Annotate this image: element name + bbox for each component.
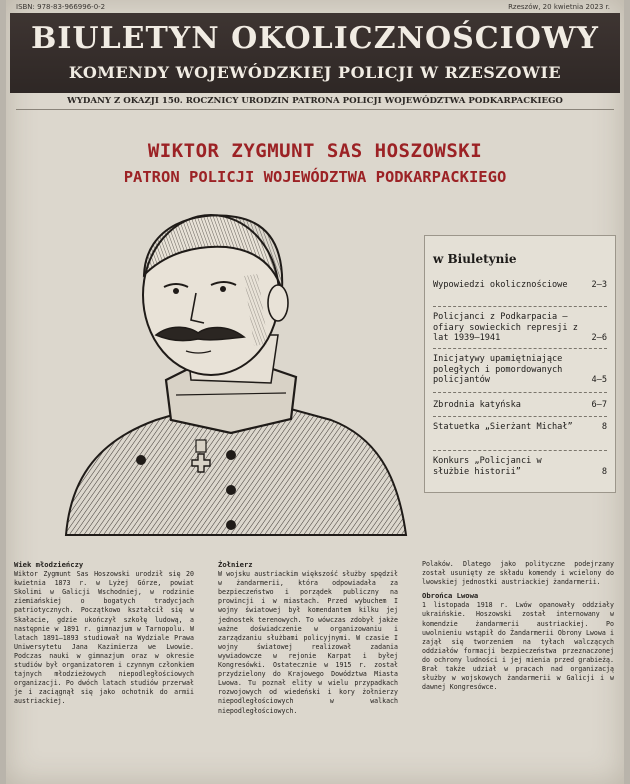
contents-item[interactable]: [433, 312, 607, 344]
contents-item-pages: 8: [601, 466, 607, 477]
contents-item-pages: 2–3: [591, 280, 607, 290]
contents-divider: [433, 306, 607, 307]
masthead-banner: [10, 13, 620, 93]
article-column-3: [422, 560, 614, 784]
contents-item-text: Wypowiedzi okolicznościowe: [433, 280, 568, 290]
contents-item-pages: 4–5: [591, 375, 607, 385]
publication-date: Rzeszów, 20 kwietnia 2023 r.: [508, 3, 610, 11]
column-heading: Obrońca Lwowa: [422, 591, 479, 601]
contents-item[interactable]: [433, 400, 607, 411]
column-heading: Żołnierz: [218, 560, 253, 569]
top-info-line: [6, 0, 624, 14]
bulletin-title: BIULETYN OKOLICZNOŚCIOWY: [31, 21, 599, 56]
column-paragraph: Polaków. Dlatego jako polityczne podejrzany został usunięty ze składu komendy i wcielony do lwowskiej jednostki austriackiej żandarmerii.: [422, 560, 614, 587]
contents-item[interactable]: [433, 456, 607, 477]
isbn-number: ISBN: 978-83-966996-0-2: [16, 3, 106, 11]
contents-divider: [433, 450, 607, 451]
contents-item-pages: 6–7: [591, 400, 607, 410]
contents-item[interactable]: [433, 280, 607, 291]
patron-portrait-illustration: [46, 205, 416, 550]
contents-item-text: Konkurs „Policjanci w służbie historii”: [433, 456, 542, 477]
contents-title: w Biuletynie: [433, 252, 517, 266]
contents-item-text: Statuetka „Sierżant Michał”: [433, 422, 573, 432]
column-paragraph: 1 listopada 1918 r. Lwów opanowały oddziały ukraińskie. Hoszowski został internowany w komendzie żandarmerii austriackiej. Po uwolnieniu wstąpił do Żandarmerii Obrony Lwowa i zajął się tworzeniem na tyłach walczących oddziałów formacji bezpieczeństwa przeznaczonej do ochrony ludności i jej mienia przed grabieżą. Brał także udział w pracach nad organizacją służby w wojskowych żandarmerii w Galicji i w dawnej Kongresówce.: [422, 601, 614, 692]
column-paragraph: W wojsku austriackim większość służby spędził w żandarmerii, która odpowiadała za bezpieczeństwo i porządek publiczny na prowincji i w miastach. Przed wybuchem I wojny światowej był komendantem kilku jej jednostek terenowych. To wówczas zdobył jakże ważne doświadczenie w organizowaniu i zarządzaniu służbami policyjnymi. W czasie I wojny światowej realizował zadania wywiadowcze w rejonie Karpat i byłej Kongresówki. Ostatecznie w 1915 r. został przydzielony do Krajowego Dowództwa Miasta Lwowa. Tu poznał elity w wielu przypadkach rozwojowych od wiedeński i kory żołnierzy niepodległościowych w walkach niepodległościowych.: [218, 570, 398, 715]
column-paragraph: Wiktor Zygmunt Sas Hoszowski urodził się 20 kwietnia 1873 r. w Lyżej Górze, powiat Skolimi w Galicji Wschodniej, w rodzinie ziemiańskiej o bogatych tradycjach patriotycznych. Początkowo kształcił się w Skałacie, gdzie ukończył szkołę ludową, a następnie w 1891 r. gimnazjum w Tarnopolu. W latach 1891–1893 studiował na Wydziale Prawa Uniwersytetu Jana Kazimierza we Lwowie. Podczas nauki w gimnazjum oraz w okresie studiów był organizatorem i czynnym członkiem tajnych młodzieżowych niepodległościowych organizacji. Po dwóch latach studiów przerwał je i zaciągnął się jako ochotnik do armii austriackiej.: [14, 570, 194, 706]
contents-item[interactable]: [433, 354, 607, 386]
column-heading: Wiek młodzieńczy: [14, 560, 84, 569]
contents-box: [424, 235, 616, 493]
occasion-line: WYDANY Z OKAZJI 150. ROCZNICY URODZIN PATRONA POLICJI WOJEWÓDZTWA PODKARPACKIEGO: [16, 96, 614, 110]
bulletin-subtitle: KOMENDY WOJEWÓDZKIEJ POLICJI W RZESZOWIE: [68, 63, 562, 82]
patron-name: WIKTOR ZYGMUNT SAS HOSZOWSKI: [147, 140, 483, 162]
contents-item-pages: 8: [601, 422, 607, 432]
article-column-1: [14, 560, 194, 784]
contents-item-text: Policjanci z Podkarpacia – ofiary sowieckich represji z lat 1939–1941: [433, 312, 578, 343]
contents-item-text: Inicjatywy upamiętniające poległych i pomordowanych policjantów: [433, 354, 563, 385]
bulletin-page: [6, 0, 624, 784]
contents-item-pages: 2–6: [591, 333, 607, 343]
article-column-2: [218, 560, 398, 784]
patron-role: PATRON POLICJI WOJEWÓDZTWA PODKARPACKIEGO: [123, 168, 507, 186]
contents-divider: [433, 392, 607, 393]
contents-divider: [433, 348, 607, 349]
contents-divider: [433, 416, 607, 417]
contents-item[interactable]: [433, 422, 607, 433]
contents-item-text: Zbrodnia katyńska: [433, 400, 521, 410]
